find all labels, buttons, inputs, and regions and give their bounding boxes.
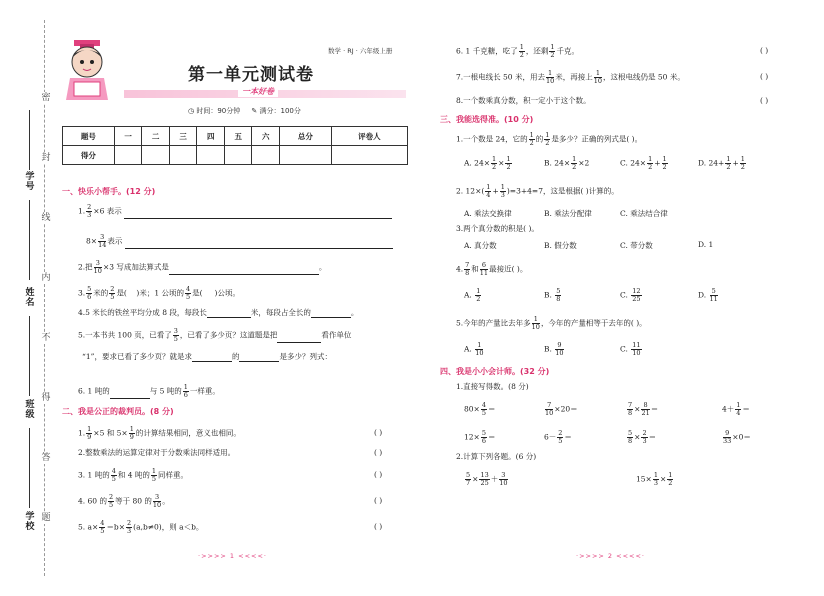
answer-paren[interactable]: ( ) <box>760 46 769 55</box>
answer-paren[interactable]: ( ) <box>374 428 383 437</box>
q-text: 5.今年的产量比去年多 <box>456 318 531 328</box>
question-1-3: 3. $\frac{5}{6}$ 米的 $\frac{2}{5}$ 是( )米；1 公顷的 $\frac{4}{5}$ 是( )公顷。 <box>78 285 240 301</box>
option-d[interactable]: D. $\frac{5}{11}$ <box>698 287 718 303</box>
answer-blank[interactable] <box>192 361 232 362</box>
table-row <box>63 127 408 146</box>
seal-char: 密 <box>41 93 51 103</box>
seal-char: 答 <box>41 453 51 463</box>
q-text: 一样重。 <box>189 386 220 396</box>
answer-blank[interactable] <box>277 342 321 343</box>
binding-strip <box>0 0 58 596</box>
question-1-5b <box>82 352 332 362</box>
right-page <box>436 0 814 596</box>
table-header-cell: 三 <box>169 127 197 146</box>
option-a[interactable]: A. 乘法交换律 <box>464 209 512 218</box>
clock-icon: ◷ <box>188 107 195 115</box>
score-cell[interactable] <box>331 146 407 165</box>
answer-blank[interactable] <box>239 361 279 362</box>
q-text: 2. 12×( <box>456 186 485 196</box>
q-text: 千克。 <box>556 46 579 56</box>
judge-item: 3. 1 吨的 $\frac{4}{5}$ 和 4 吨的 $\frac{1}{5}$ 同样重。 <box>78 467 189 483</box>
q-text: 看作单位 <box>321 330 352 340</box>
q-text: ，已看了多少页？这道题是把 <box>179 330 278 340</box>
table-header-cell: 五 <box>224 127 252 146</box>
q-text: 是( <box>192 288 203 298</box>
question-1-7: 7.一根电线长 50 米，用去 $\frac{1}{10}$ 米，再接上 $\frac{1}{10}$ ，这根电线仍是 50 米。 <box>456 69 685 85</box>
question-1-5: 5.一本书共 100 页，已看了 $\frac{3}{5}$ ，已看了多少页？这道题是把 看作单位 <box>78 327 352 343</box>
option-b[interactable]: B. 假分数 <box>544 241 577 250</box>
seal-char: 封 <box>41 153 51 163</box>
score-cell[interactable] <box>169 146 197 165</box>
option-d[interactable]: D. 1 <box>698 240 714 249</box>
answer-paren[interactable]: ( ) <box>760 96 769 105</box>
section-4-title: 四、我是小小会计师。(32 分) <box>440 367 550 376</box>
calc-item: $\frac{5}{8}$ × $\frac{2}{3}$ ＝ <box>628 429 657 445</box>
judge-item: 1. $\frac{1}{9}$ ×5 和 5× $\frac{1}{9}$ 的计算结果相同，意义也相同。 <box>78 425 241 441</box>
question-1-1b: 8× $\frac{3}{14}$ 表示 <box>86 234 393 249</box>
calc-item: 6－ $\frac{2}{5}$ ＝ <box>544 429 572 445</box>
q-text: ＝b× <box>106 522 126 532</box>
calc-item: $\frac{7}{8}$ × $\frac{8}{21}$ ＝ <box>628 401 659 417</box>
option-c[interactable]: C. $\frac{12}{25}$ <box>620 287 641 303</box>
q-text: 3. 1 吨的 <box>78 470 110 480</box>
seal-char: 不 <box>41 333 51 343</box>
score-table <box>62 126 408 165</box>
q-text: 8.一个数乘真分数，积一定小于这个数。 <box>456 96 591 105</box>
judge-item: 4. 60 的 $\frac{2}{5}$ 等于 80 的 $\frac{3}{10}$ 。 <box>78 493 170 509</box>
score-cell[interactable] <box>224 146 252 165</box>
field-school: 学校 <box>25 512 35 532</box>
option-a[interactable]: A. $\frac{1}{2}$ <box>464 287 481 303</box>
q-number: 4. <box>456 264 464 274</box>
question-1-6: 6. 1 吨的 与 5 吨的 $\frac{1}{6}$ 一样重。 <box>78 383 220 399</box>
q-text: 米，每段占全长的 <box>250 308 311 317</box>
table-row <box>63 146 408 165</box>
q-text: 5.一本书共 100 页，已看了 <box>78 330 172 340</box>
calc-item: 12× $\frac{5}{6}$ ＝ <box>464 429 496 445</box>
option-c[interactable]: C. $\frac{11}{10}$ <box>620 341 641 357</box>
q-text: ×3 写成加法算式是 <box>102 262 169 272</box>
choice-3: 3.两个真分数的积是( )。 <box>456 224 539 233</box>
q-text: 等于 80 的 <box>115 496 152 506</box>
choice-2: 2. 12×( $\frac{1}{4}$ + $\frac{1}{3}$ )=3+4=7，这是根据( )计算的。 <box>456 183 619 199</box>
table-header-cell: 六 <box>252 127 280 146</box>
q-text: 表示 <box>107 236 123 246</box>
question-1-8 <box>456 96 591 106</box>
option-c[interactable]: C. 带分数 <box>620 241 653 250</box>
option-c[interactable]: C. 24× $\frac{1}{2}$ + $\frac{1}{2}$ <box>620 155 667 171</box>
brand-label: 一本好卷 <box>238 86 278 97</box>
score-cell[interactable] <box>142 146 170 165</box>
choice-5: 5.今年的产量比去年多 $\frac{1}{10}$ ，今年的产量相等于去年的( )。 <box>456 315 647 331</box>
answer-blank[interactable] <box>125 248 393 249</box>
option-a[interactable]: A. 24× $\frac{1}{2}$ × $\frac{1}{2}$ <box>464 155 511 171</box>
q-text: 8× <box>86 236 98 246</box>
answer-blank[interactable] <box>169 274 319 275</box>
field-student-id: 学号 <box>25 172 35 192</box>
score-cell[interactable] <box>280 146 332 165</box>
q-text: 的 <box>231 352 240 361</box>
answer-paren[interactable]: ( ) <box>374 470 383 479</box>
judge-item <box>78 448 235 458</box>
calc-item: $\frac{9}{33}$ ×0＝ <box>723 429 751 445</box>
question-1-4: 4.5 米长的铁丝平均分成 8 段，每段长 米，每段占全长的 。 <box>78 308 359 317</box>
q-text: 和 4 吨的 <box>117 470 150 480</box>
q-number: 3. <box>78 288 86 298</box>
option-a[interactable]: A. $\frac{1}{10}$ <box>464 341 484 357</box>
judge-item: 5. a× $\frac{4}{5}$ ＝b× $\frac{2}{3}$ (a,b≠0)，则 a＜b。 <box>78 519 204 535</box>
calc-item: 15× $\frac{1}{3}$ × $\frac{1}{2}$ <box>636 471 673 487</box>
answer-paren[interactable]: ( ) <box>374 522 383 531</box>
q-text: “1”，要求已看了多少页？就是求 <box>82 352 192 361</box>
full-score: 满分：100分 <box>259 107 301 115</box>
left-page <box>58 0 416 596</box>
choice-1: 1.一个数是 24，它的 $\frac{1}{2}$ 的 $\frac{1}{2}$ 是多少？正确的列式是( )。 <box>456 131 643 147</box>
score-cell[interactable] <box>197 146 225 165</box>
q-text: 是多少？列式： <box>279 352 332 361</box>
pen-icon: ✎ <box>251 107 258 115</box>
subject-meta: 数学 · RJ · 六年级上册 <box>328 47 393 55</box>
q-text: ，还剩 <box>525 46 549 56</box>
option-b[interactable]: B. $\frac{9}{10}$ <box>544 341 564 357</box>
calc-item: 4＋ $\frac{1}{4}$ ＝ <box>722 401 750 417</box>
choice-4: 4. $\frac{7}{8}$ 和 $\frac{6}{11}$ 最接近( )。 <box>456 261 528 277</box>
seal-char: 内 <box>41 273 51 283</box>
q-text: ×6 表示 <box>93 206 122 216</box>
q-text: 是( <box>116 288 127 298</box>
page-number-left: ·>>>> 1 <<<<· <box>198 552 267 560</box>
answer-blank[interactable] <box>207 317 251 318</box>
field-line <box>29 428 30 508</box>
answer-paren[interactable]: ( ) <box>374 448 383 457</box>
q-text: 4.5 米长的铁丝平均分成 8 段，每段长 <box>78 308 207 317</box>
question-1-6-sugar: 6. 1 千克糖，吃了 $\frac{1}{2}$ ，还剩 $\frac{1}{2}$ 千克。 <box>456 43 579 59</box>
table-header-cell: 四 <box>197 127 225 146</box>
seal-char: 线 <box>41 213 51 223</box>
q-text: 的 <box>535 134 544 144</box>
table-header-cell: 评卷人 <box>331 127 407 146</box>
q-text: 与 5 吨的 <box>149 386 182 396</box>
q-text: 是多少？正确的列式是( )。 <box>551 134 643 144</box>
row-label: 得分 <box>63 146 115 165</box>
q-text: 7.一根电线长 50 米，用去 <box>456 72 545 82</box>
q-text: 最接近( )。 <box>489 264 528 274</box>
question-1-1: 1. $\frac{2}{3}$ ×6 表示 <box>78 204 392 219</box>
q-text: 6. 1 千克糖，吃了 <box>456 46 518 56</box>
option-d[interactable]: D. 24+ $\frac{1}{2}$ + $\frac{1}{2}$ <box>698 155 745 171</box>
seal-char: 得 <box>41 393 51 403</box>
answer-blank[interactable] <box>124 218 392 219</box>
section-1-title: 一、快乐小帮手。(12 分) <box>62 187 156 196</box>
table-header-cell: 一 <box>114 127 142 146</box>
exam-info <box>188 106 301 116</box>
q-text: 2.整数乘法的运算定律对于分数乘法同样适用。 <box>78 448 236 457</box>
score-cell[interactable] <box>114 146 142 165</box>
q-text: 1.一个数是 24，它的 <box>456 134 528 144</box>
q-text: )米；1 公顷的 <box>136 288 185 298</box>
q-text: 同样重。 <box>158 470 189 480</box>
answer-blank[interactable] <box>311 317 351 318</box>
q-text: 6. 1 吨的 <box>78 386 110 396</box>
page-title: 第一单元测试卷 <box>188 65 314 85</box>
answer-paren[interactable]: ( ) <box>760 72 769 81</box>
time-limit: 时间：90分钟 <box>196 107 241 115</box>
q-text: 5. a× <box>78 522 99 532</box>
page-number-right: ·>>>> 2 <<<<· <box>576 552 645 560</box>
q-text: ，今年的产量相等于去年的( )。 <box>540 318 647 328</box>
q-text: (a,b≠0)，则 a＜b。 <box>133 522 204 532</box>
field-name: 姓名 <box>25 288 35 308</box>
answer-blank[interactable] <box>110 398 150 399</box>
option-b[interactable]: B. 乘法分配律 <box>544 209 592 218</box>
option-a[interactable]: A. 真分数 <box>464 241 497 250</box>
question-1-2: 2.把 $\frac{3}{10}$ ×3 写成加法算式是 。 <box>78 259 327 275</box>
table-header-cell: 总分 <box>280 127 332 146</box>
q-number: 1. <box>78 428 86 438</box>
seal-char: 题 <box>41 513 51 523</box>
option-c[interactable]: C. 乘法结合律 <box>620 209 668 218</box>
calc-item: 80× $\frac{4}{5}$ ＝ <box>464 401 496 417</box>
q-text: 2.把 <box>78 262 93 272</box>
q-text: 米，再接上 <box>555 72 593 82</box>
table-header-cell: 题号 <box>63 127 115 146</box>
field-class: 班级 <box>25 400 35 420</box>
field-line <box>29 316 30 396</box>
answer-paren[interactable]: ( ) <box>374 496 383 505</box>
q-text: 4. 60 的 <box>78 496 107 506</box>
q-text: ×5 和 5× <box>93 428 128 438</box>
calc-1-title: 1.直接写得数。(8 分) <box>456 382 529 391</box>
q-text: 米的 <box>93 288 109 298</box>
field-line <box>29 200 30 280</box>
option-b[interactable]: B. 24× $\frac{1}{2}$ ×2 <box>544 155 590 171</box>
section-3-title: 三、我能选得准。(10 分) <box>440 115 534 124</box>
section-2-title: 二、我是公正的裁判员。(8 分) <box>62 407 174 416</box>
field-line <box>29 110 30 170</box>
score-cell[interactable] <box>252 146 280 165</box>
mascot-girl-icon <box>64 36 124 104</box>
calc-2-title: 2.计算下列各题。(6 分) <box>456 452 537 461</box>
calc-item: $\frac{5}{7}$ × $\frac{13}{25}$ ＋ $\frac{3}{10}$ <box>466 471 508 487</box>
option-b[interactable]: B. $\frac{5}{8}$ <box>544 287 561 303</box>
q-text: 的计算结果相同，意义也相同。 <box>135 428 241 438</box>
q-text: )=3+4=7，这是根据( )计算的。 <box>506 186 619 196</box>
q-text: ，这根电线仍是 50 米。 <box>603 72 685 82</box>
q-text: )公顷。 <box>214 288 240 298</box>
calc-item: $\frac{7}{10}$ ×20＝ <box>545 401 578 417</box>
table-header-cell: 二 <box>142 127 170 146</box>
q-number: 1. <box>78 206 86 216</box>
